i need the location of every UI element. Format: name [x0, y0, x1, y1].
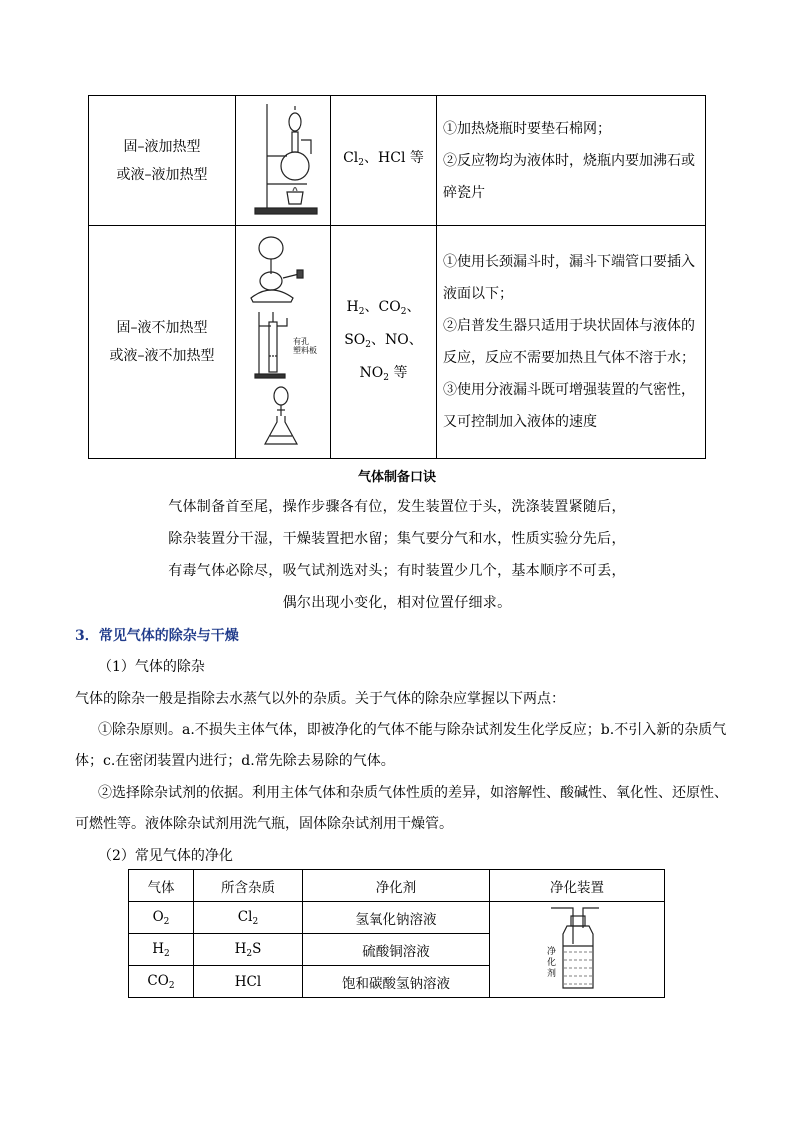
- table-row: [89, 96, 706, 226]
- unheated-apparatus-image: [237, 226, 329, 454]
- mnemonic-line: 有毒气体必除尽，吸气试剂选对头；有时装置少几个，基本顺序不可丢，: [168, 563, 626, 579]
- apparatus-label: 有孔 塑料板: [293, 337, 317, 355]
- impurity-cell: HCl: [194, 966, 303, 998]
- column-header: 所含杂质: [194, 870, 303, 902]
- apparatus-table: [88, 95, 706, 459]
- gas-washing-bottle-image: [537, 904, 617, 992]
- type-line: 固–液不加热型: [116, 320, 208, 336]
- mnemonic-line: 除杂装置分干湿，干燥装置把水留；集气要分气和水，性质实验分先后，: [168, 531, 626, 547]
- table-row: [129, 902, 665, 934]
- mnemonic-line: 偶尔出现小变化，相对位置仔细求。: [282, 595, 512, 611]
- paragraph: 气体的除杂一般是指除去水蒸气以外的杂质。关于气体的除杂应掌握以下两点：: [75, 691, 565, 707]
- subheading: （2）常见气体的净化: [98, 848, 233, 864]
- section-heading: 3．常见气体的除杂与干燥: [75, 628, 239, 644]
- note-line: ①使用长颈漏斗时，漏斗下端管口要插入液面以下；: [443, 254, 695, 302]
- note-line: ①加热烧瓶时要垫石棉网；: [443, 120, 611, 137]
- heated-flask-apparatus-image: [237, 96, 329, 221]
- type-line: 固–液加热型: [123, 138, 201, 155]
- type-line: 或液–液不加热型: [109, 348, 215, 364]
- gas-cell: $H_2$、$CO_2$、 $SO_2$、NO、 $NO_2$ 等: [331, 226, 437, 459]
- reagent-cell: 氢氧化钠溶液: [303, 902, 490, 934]
- paragraph: 体；c.在密闭装置内进行；d.常先除去易除的气体。: [75, 753, 395, 769]
- table-row: [89, 226, 706, 459]
- type-cell: [89, 96, 236, 226]
- subheading: （1）气体的除杂: [98, 659, 205, 675]
- note-line: ②启普发生器只适用于块状固体与液体的反应，反应不需要加热且气体不溶于水；: [443, 318, 695, 366]
- apparatus-cell: [236, 96, 331, 226]
- reagent-cell: 硫酸铜溶液: [303, 934, 490, 966]
- notes-cell: [437, 226, 706, 459]
- notes-cell: [437, 96, 706, 226]
- device-label: 净 化 剂: [547, 946, 557, 979]
- impurity-cell: $H_2S$: [194, 934, 303, 966]
- device-cell: [490, 902, 665, 998]
- apparatus-cell: [236, 226, 331, 459]
- table-header-row: [129, 870, 665, 902]
- paragraph: ②选择除杂试剂的依据。利用主体气体和杂质气体性质的差异，如溶解性、酸碱性、氧化性、还原性、: [98, 785, 728, 801]
- gas-cell: $O_2$: [129, 902, 194, 934]
- note-line: ③使用分液漏斗既可增强装置的气密性，又可控制加入液体的速度: [443, 382, 695, 430]
- type-line: 或液–液加热型: [116, 166, 208, 183]
- impurity-cell: $Cl_2$: [194, 902, 303, 934]
- mnemonic-line: 气体制备首至尾，操作步骤各有位，发生装置位于头，洗涤装置紧随后，: [168, 499, 626, 515]
- column-header: 气体: [129, 870, 194, 902]
- paragraph: ①除杂原则。a.不损失主体气体，即被净化的气体不能与除杂试剂发生化学反应；b.不引入新的杂质气: [98, 722, 727, 738]
- type-cell: [89, 226, 236, 459]
- gas-cell: $H_2$: [129, 934, 194, 966]
- paragraph: 可燃性等。液体除杂试剂用洗气瓶，固体除杂试剂用干燥管。: [75, 816, 453, 832]
- purification-table: [128, 869, 665, 998]
- gas-cell: $Cl_2$、HCl 等: [331, 96, 437, 226]
- column-header: 净化装置: [490, 870, 665, 902]
- note-line: ②反应物均为液体时，烧瓶内要加沸石或碎瓷片: [443, 152, 695, 201]
- gas-cell: $CO_2$: [129, 966, 194, 998]
- column-header: 净化剂: [303, 870, 490, 902]
- mnemonic-title: 气体制备口诀: [357, 470, 436, 485]
- reagent-cell: 饱和碳酸氢钠溶液: [303, 966, 490, 998]
